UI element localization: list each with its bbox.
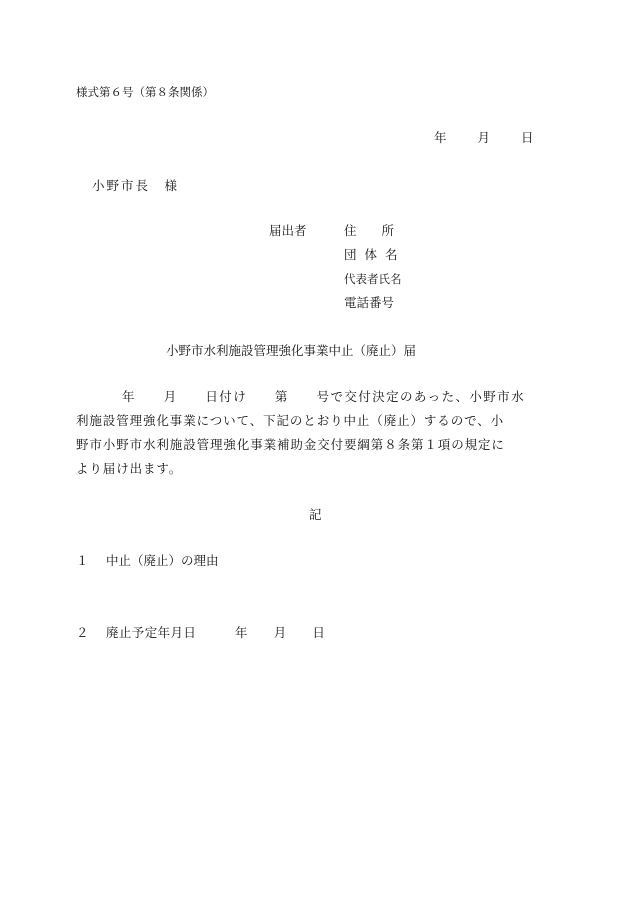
applicant-field-address: 住 所 bbox=[344, 223, 395, 238]
addressee: 小野市長 様 bbox=[92, 178, 180, 193]
applicant-field-representative: 代表者氏名 bbox=[344, 272, 402, 286]
body-line-2: 利施設管理強化事業について、下記のとおり中止（廃止）するので、小 bbox=[76, 413, 505, 428]
item-2-number: ２ bbox=[76, 625, 89, 640]
ki-heading: 記 bbox=[309, 507, 322, 522]
applicant-label: 届出者 bbox=[269, 223, 307, 238]
item-2-text: 廃止予定年月日 年 月 日 bbox=[106, 625, 326, 640]
item-1-number: １ bbox=[76, 553, 89, 568]
applicant-field-organization: 団 体 名 bbox=[344, 247, 400, 262]
body-line-3: 野市小野市水利施設管理強化事業補助金交付要綱第８条第１項の規定に bbox=[76, 437, 505, 452]
document-title: 小野市水利施設管理強化事業中止（廃止）届 bbox=[166, 343, 417, 358]
applicant-field-phone: 電話番号 bbox=[344, 295, 395, 310]
date-line: 年 月 日 bbox=[434, 130, 536, 145]
item-1-text: 中止（廃止）の理由 bbox=[106, 553, 219, 568]
body-line-1: 年 月 日付け 第 号で交付決定のあった、小野市水 bbox=[122, 389, 525, 404]
form-number: 様式第６号（第８条関係） bbox=[76, 85, 214, 99]
body-line-4: より届け出ます。 bbox=[76, 461, 183, 476]
